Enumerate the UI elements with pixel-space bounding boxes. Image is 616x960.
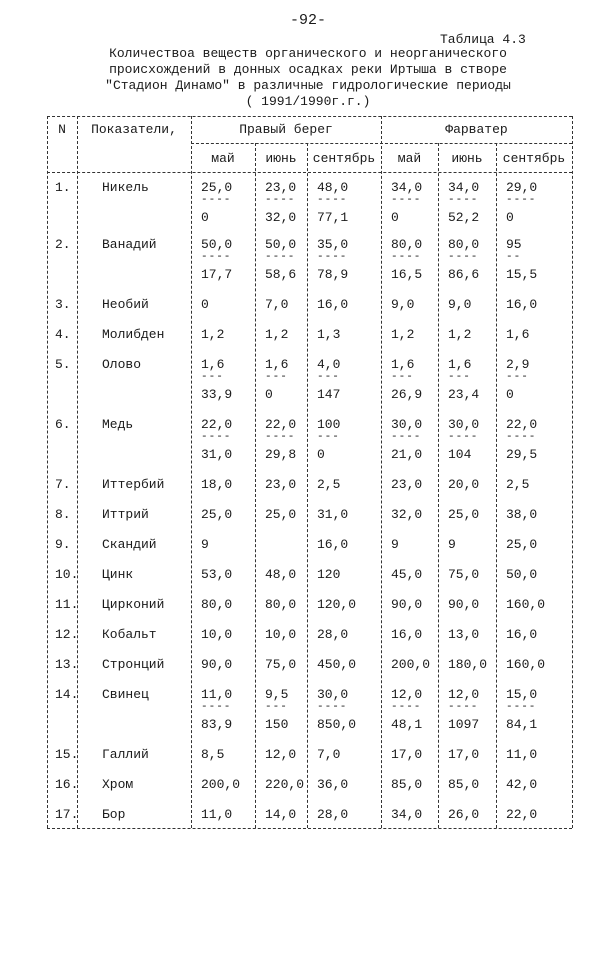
value-cell: 85,0	[448, 777, 480, 792]
fraction-bar: ----	[448, 251, 479, 263]
value-cell: 50,0	[201, 237, 233, 252]
value-cell-secondary: 147	[317, 387, 341, 402]
fraction-bar: ----	[265, 251, 296, 263]
value-cell: 12,0	[448, 687, 480, 702]
fraction-bar: ----	[201, 431, 232, 443]
indicator-name: Молибден	[102, 327, 165, 342]
fraction-bar: ----	[506, 701, 537, 713]
fraction-bar: ---	[201, 371, 224, 383]
value-cell-secondary: 0	[317, 447, 325, 462]
value-cell: 34,0	[391, 180, 423, 195]
value-cell: 20,0	[448, 477, 480, 492]
value-cell: 22,0	[506, 417, 538, 432]
value-cell: 160,0	[506, 657, 546, 672]
value-cell-secondary: 48,1	[391, 717, 423, 732]
value-cell: 2,9	[506, 357, 530, 372]
value-cell: 23,0	[265, 477, 297, 492]
row-number: 7.	[55, 477, 71, 492]
value-cell: 100	[317, 417, 341, 432]
table-top-border	[47, 116, 572, 117]
indicator-name: Медь	[102, 417, 134, 432]
row-number: 10.	[55, 567, 79, 582]
fraction-bar: --	[506, 251, 522, 263]
page-number: -92-	[289, 12, 326, 29]
column-divider	[255, 143, 256, 828]
indicator-name: Цинк	[102, 567, 134, 582]
fraction-bar: ----	[201, 251, 232, 263]
value-cell-secondary: 17,7	[201, 267, 233, 282]
value-cell: 85,0	[391, 777, 423, 792]
header-num: N	[58, 122, 66, 137]
value-cell-secondary: 86,6	[448, 267, 480, 282]
value-cell: 1,3	[317, 327, 341, 342]
value-cell-secondary: 58,6	[265, 267, 297, 282]
value-cell: 1,2	[391, 327, 415, 342]
value-cell-secondary: 850,0	[317, 717, 357, 732]
value-cell: 220,0	[265, 777, 305, 792]
row-number: 2.	[55, 237, 71, 252]
value-cell: 17,0	[391, 747, 423, 762]
table-title-line-3: "Стадион Динамо" в различные гидрологические периоды	[105, 78, 511, 93]
value-cell: 95	[506, 237, 522, 252]
indicator-name: Олово	[102, 357, 142, 372]
indicator-name: Свинец	[102, 687, 149, 702]
fraction-bar: ----	[201, 701, 232, 713]
fraction-bar: ---	[506, 371, 529, 383]
value-cell: 90,0	[391, 597, 423, 612]
value-cell: 23,0	[265, 180, 297, 195]
value-cell-secondary: 0	[506, 387, 514, 402]
value-cell: 120	[317, 567, 341, 582]
value-cell-secondary: 77,1	[317, 210, 349, 225]
value-cell: 75,0	[448, 567, 480, 582]
value-cell: 9	[391, 537, 399, 552]
indicator-name: Скандий	[102, 537, 157, 552]
value-cell: 16,0	[391, 627, 423, 642]
value-cell: 23,0	[391, 477, 423, 492]
value-cell: 450,0	[317, 657, 357, 672]
value-cell: 1,6	[448, 357, 472, 372]
value-cell: 180,0	[448, 657, 488, 672]
value-cell-secondary: 33,9	[201, 387, 233, 402]
value-cell: 22,0	[506, 807, 538, 822]
value-cell-secondary: 0	[265, 387, 273, 402]
value-cell: 48,0	[317, 180, 349, 195]
value-cell: 16,0	[506, 627, 538, 642]
value-cell: 14,0	[265, 807, 297, 822]
fraction-bar: ---	[317, 431, 340, 443]
row-number: 16.	[55, 777, 79, 792]
value-cell: 10,0	[265, 627, 297, 642]
indicator-name: Хром	[102, 777, 134, 792]
fraction-bar: ----	[448, 701, 479, 713]
value-cell: 18,0	[201, 477, 233, 492]
column-divider	[381, 116, 382, 828]
value-cell: 38,0	[506, 507, 538, 522]
value-cell: 4,0	[317, 357, 341, 372]
value-cell-secondary: 0	[506, 210, 514, 225]
row-number: 9.	[55, 537, 71, 552]
value-cell: 1,2	[201, 327, 225, 342]
value-cell: 0	[201, 297, 209, 312]
header-indicator: Показатели,	[91, 122, 177, 137]
row-number: 12.	[55, 627, 79, 642]
column-divider	[496, 143, 497, 828]
row-number: 3.	[55, 297, 71, 312]
value-cell: 9,0	[391, 297, 415, 312]
value-cell: 1,2	[448, 327, 472, 342]
value-cell: 200,0	[201, 777, 241, 792]
value-cell-secondary: 84,1	[506, 717, 538, 732]
table-label: Таблица 4.3	[440, 32, 526, 47]
fraction-bar: ----	[391, 431, 422, 443]
header-month: июнь	[265, 151, 297, 166]
value-cell: 53,0	[201, 567, 233, 582]
value-cell-secondary: 104	[448, 447, 472, 462]
value-cell: 1,2	[265, 327, 289, 342]
value-cell-secondary: 15,5	[506, 267, 538, 282]
fraction-bar: ----	[265, 431, 296, 443]
value-cell: 16,0	[317, 537, 349, 552]
fraction-bar: ----	[506, 194, 537, 206]
value-cell: 120,0	[317, 597, 357, 612]
value-cell: 90,0	[201, 657, 233, 672]
value-cell: 26,0	[448, 807, 480, 822]
fraction-bar: ----	[506, 431, 537, 443]
value-cell-secondary: 0	[201, 210, 209, 225]
header-month: сентябрь	[312, 151, 376, 166]
row-number: 14.	[55, 687, 79, 702]
value-cell: 30,0	[317, 687, 349, 702]
value-cell: 10,0	[201, 627, 233, 642]
value-cell: 31,0	[317, 507, 349, 522]
fraction-bar: ----	[317, 251, 348, 263]
value-cell: 11,0	[201, 807, 233, 822]
fraction-bar: ---	[391, 371, 414, 383]
header-month: сентябрь	[502, 151, 566, 166]
value-cell-secondary: 52,2	[448, 210, 480, 225]
value-cell: 15,0	[506, 687, 538, 702]
value-cell: 80,0	[265, 597, 297, 612]
fraction-bar: ---	[448, 371, 471, 383]
row-number: 6.	[55, 417, 71, 432]
fraction-bar: ---	[317, 371, 340, 383]
table-right-border	[572, 116, 573, 828]
indicator-name: Кобальт	[102, 627, 157, 642]
value-cell: 160,0	[506, 597, 546, 612]
row-number: 11.	[55, 597, 79, 612]
value-cell: 200,0	[391, 657, 431, 672]
value-cell: 7,0	[317, 747, 341, 762]
header-right-bank: Правый берег	[239, 122, 333, 137]
indicator-name: Необий	[102, 297, 149, 312]
row-number: 5.	[55, 357, 71, 372]
value-cell: 9	[201, 537, 209, 552]
indicator-name: Стронций	[102, 657, 165, 672]
table-title-line-1: Количествоа веществ органического и неорганического	[109, 46, 507, 61]
value-cell: 7,0	[265, 297, 289, 312]
value-cell-secondary: 150	[265, 717, 289, 732]
fraction-bar: ----	[448, 194, 479, 206]
value-cell: 12,0	[391, 687, 423, 702]
row-number: 13.	[55, 657, 79, 672]
indicator-name: Галлий	[102, 747, 149, 762]
value-cell: 1,6	[201, 357, 225, 372]
value-cell: 30,0	[391, 417, 423, 432]
value-cell: 25,0	[506, 537, 538, 552]
fraction-bar: ---	[265, 371, 288, 383]
value-cell-secondary: 31,0	[201, 447, 233, 462]
fraction-bar: ----	[317, 194, 348, 206]
row-number: 8.	[55, 507, 71, 522]
value-cell: 11,0	[201, 687, 233, 702]
header-bottom-border	[47, 172, 572, 173]
fraction-bar: ----	[317, 701, 348, 713]
table-bottom-border	[47, 828, 572, 829]
value-cell-secondary: 78,9	[317, 267, 349, 282]
value-cell: 25,0	[448, 507, 480, 522]
fraction-bar: ----	[448, 431, 479, 443]
value-cell: 11,0	[506, 747, 538, 762]
header-month: июнь	[451, 151, 483, 166]
value-cell: 32,0	[391, 507, 423, 522]
value-cell: 1,6	[391, 357, 415, 372]
column-divider	[191, 116, 192, 828]
value-cell: 25,0	[265, 507, 297, 522]
fraction-bar: ----	[201, 194, 232, 206]
fraction-bar: ----	[391, 194, 422, 206]
value-cell: 9,0	[448, 297, 472, 312]
indicator-name: Бор	[102, 807, 126, 822]
value-cell: 45,0	[391, 567, 423, 582]
value-cell: 90,0	[448, 597, 480, 612]
value-cell: 50,0	[265, 237, 297, 252]
value-cell: 8,5	[201, 747, 225, 762]
value-cell-secondary: 21,0	[391, 447, 423, 462]
column-divider	[307, 143, 308, 828]
row-number: 17.	[55, 807, 79, 822]
value-cell-secondary: 23,4	[448, 387, 480, 402]
value-cell: 50,0	[506, 567, 538, 582]
value-cell: 2,5	[506, 477, 530, 492]
value-cell: 28,0	[317, 807, 349, 822]
value-cell: 2,5	[317, 477, 341, 492]
indicator-name: Цирконий	[102, 597, 165, 612]
value-cell: 80,0	[391, 237, 423, 252]
column-divider	[77, 116, 78, 828]
value-cell: 25,0	[201, 180, 233, 195]
header-month: май	[211, 151, 235, 166]
indicator-name: Ванадий	[102, 237, 157, 252]
value-cell: 34,0	[448, 180, 480, 195]
value-cell: 80,0	[201, 597, 233, 612]
table-left-border	[47, 116, 48, 828]
fraction-bar: ---	[265, 701, 288, 713]
value-cell-secondary: 29,8	[265, 447, 297, 462]
row-number: 15.	[55, 747, 79, 762]
value-cell: 35,0	[317, 237, 349, 252]
table-title-line-4: ( 1991/1990г.г.)	[245, 94, 371, 109]
value-cell: 16,0	[317, 297, 349, 312]
fraction-bar: ----	[391, 701, 422, 713]
row-number: 1.	[55, 180, 71, 195]
value-cell: 34,0	[391, 807, 423, 822]
indicator-name: Иттрий	[102, 507, 149, 522]
fraction-bar: ----	[265, 194, 296, 206]
indicator-name: Иттербий	[102, 477, 165, 492]
value-cell: 9,5	[265, 687, 289, 702]
value-cell: 22,0	[201, 417, 233, 432]
value-cell-secondary: 32,0	[265, 210, 297, 225]
value-cell: 29,0	[506, 180, 538, 195]
value-cell: 1,6	[265, 357, 289, 372]
value-cell-secondary: 1097	[448, 717, 480, 732]
value-cell: 28,0	[317, 627, 349, 642]
table-title-line-2: происхождений в донных осадках реки Иртыша в створе	[109, 62, 507, 77]
value-cell: 42,0	[506, 777, 538, 792]
value-cell: 12,0	[265, 747, 297, 762]
fraction-bar: ----	[391, 251, 422, 263]
value-cell: 30,0	[448, 417, 480, 432]
value-cell: 25,0	[201, 507, 233, 522]
value-cell: 9	[448, 537, 456, 552]
value-cell: 17,0	[448, 747, 480, 762]
row-number: 4.	[55, 327, 71, 342]
value-cell: 48,0	[265, 567, 297, 582]
value-cell-secondary: 26,9	[391, 387, 423, 402]
value-cell-secondary: 29,5	[506, 447, 538, 462]
indicator-name: Никель	[102, 180, 149, 195]
value-cell: 16,0	[506, 297, 538, 312]
value-cell: 75,0	[265, 657, 297, 672]
value-cell-secondary: 83,9	[201, 717, 233, 732]
value-cell: 22,0	[265, 417, 297, 432]
header-month: май	[397, 151, 422, 166]
value-cell: 80,0	[448, 237, 480, 252]
value-cell: 36,0	[317, 777, 349, 792]
value-cell: 1,6	[506, 327, 530, 342]
value-cell-secondary: 16,5	[391, 267, 423, 282]
column-divider	[438, 143, 439, 828]
header-fairway: Фарватер	[445, 122, 508, 137]
value-cell-secondary: 0	[391, 210, 399, 225]
value-cell: 13,0	[448, 627, 480, 642]
